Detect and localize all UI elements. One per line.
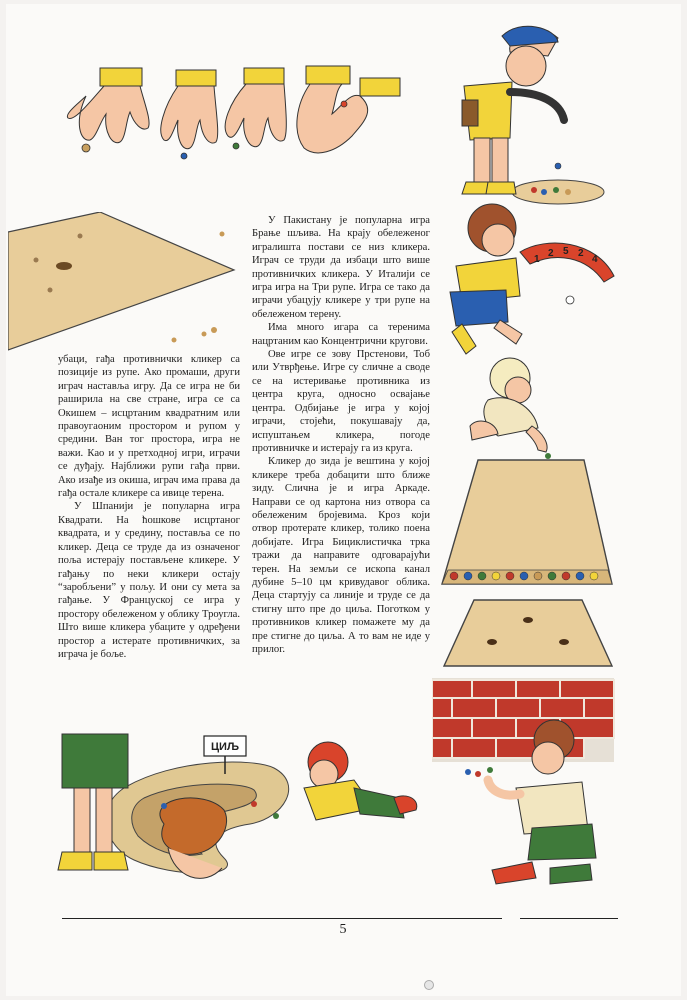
footer-rule-left — [62, 918, 502, 919]
field-hole — [559, 639, 569, 645]
crawling-baby-illustration — [458, 352, 578, 462]
ruler-digit-3: 5 — [563, 246, 569, 257]
footer-rule-right — [520, 918, 618, 919]
three-holes-field-illustration — [440, 598, 616, 670]
field-hole — [487, 639, 497, 645]
left-text-column — [58, 353, 240, 661]
hand-2 — [161, 70, 218, 159]
right-text-column — [252, 214, 430, 656]
ruler-digit-1: 1 — [534, 254, 540, 265]
arcade-boy-illustration — [436, 196, 616, 356]
right-paragraph-3: Ове игре се зову Прстенови, Тоб или Утврђење. Игре су сличне а своде се на истеривање противника из центра круга, односно освајање центра. Одбијање је игра у којој играчи, стојећи, покушавају да, испуштањем кликера, погоде противничке и истерају га из круга. — [252, 349, 430, 454]
bicycle-race-illustration — [54, 728, 434, 904]
brick-wall-boy-illustration — [432, 678, 622, 896]
page-number: 5 — [339, 922, 347, 937]
field-hole — [523, 617, 533, 623]
ruler-digit-4: 2 — [578, 248, 584, 259]
hand-3 — [225, 68, 286, 149]
boy-with-cap-illustration — [440, 22, 620, 212]
left-paragraph-1: убаци, гађа противнички кликер са позиције из рупе. Ако промаши, други играч наставља игру. Да се игра не би раширила на све стране, игра се са Окишем – исцртаним квадратним или правоугаоним простором и рупом у средини. Ван тог простора, игра не важи. Као и у претходној игри, играчи се дуђају. Најближи рупи гађа први. Ако изађе из окиша, играч има права да гађа остале кликере са ивице терена. — [58, 354, 240, 500]
ruler-digit-5: 4 — [592, 254, 598, 265]
right-paragraph-2: Има много игара са теренима нацртаним као Концентрични кругови. — [252, 322, 430, 347]
left-paragraph-2: У Шпанији је популарна игра Квадрати. На ћошкове исцртаног квадрата, и у средину, поставља се по кликер. Деца се труде да из означеног поља истерају постављене кликере. У гађању по неки кликери остају “заробљени” у пољу. И они су мета за гађање. У Француској се игра у простору обележеном у облику Троугла. Што више кликера убаците у одређени простор а истерате противничких, за играча је боље. — [58, 501, 240, 660]
right-paragraph-1: У Пакистану је популарна игра Брање шљива. На крају обележеног игралишта постави се низ кликера. Играч се труди да избаци што више противничких кликера. У Италији се игра игра на Три рупе. Игра се тако да играчи убацују кликере у три рупе на обележеном терену. — [252, 215, 430, 320]
field-hole — [56, 262, 72, 270]
okis-field-illustration — [8, 212, 244, 354]
hand-4 — [297, 66, 400, 153]
wall-field-illustration — [438, 458, 618, 588]
hands-illustration — [60, 62, 410, 174]
finish-sign-text: ЦИЉ — [211, 741, 239, 753]
right-paragraph-4: Кликер до зида је вештина у којој кликере треба добацити што ближе зиду. Слична је и игра Аркаде. Направи се од картона низ отвора са обележеним бројевима. Кроз који отвор протерате кликер, толико поена добијате. Игра Бициклистичка трка тражи да направите одговарајући терен. На земљи се ископа канал дубине 5–10 цм кривудавог облика. Деца стартују са линије и труде се да стигну што пре до циља. Поготком у противников кликер помажете му да пре стигне до циља. А то вам не иде у прилог. — [252, 456, 430, 655]
hand-1 — [67, 68, 149, 152]
ruler-digit-2: 2 — [548, 248, 554, 259]
brick-wall — [432, 678, 614, 762]
registration-mark — [424, 980, 434, 990]
